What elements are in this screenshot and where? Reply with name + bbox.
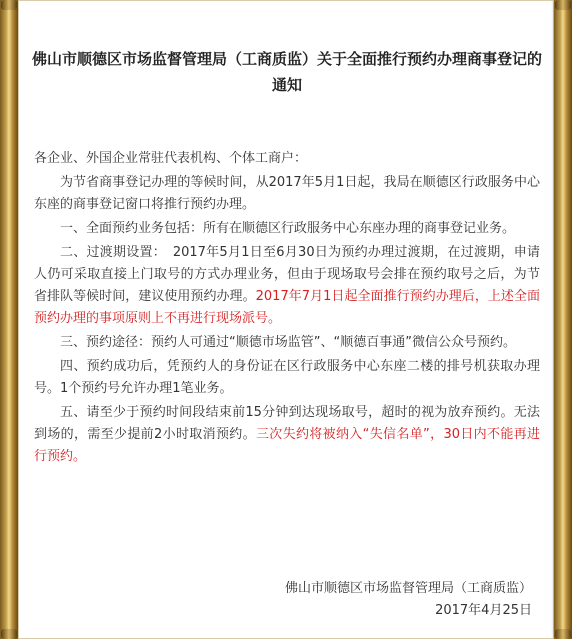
paragraph-scope: 一、全面预约业务包括：所有在顺德区行政服务中心东座办理的商事登记业务。: [60, 221, 516, 236]
salutation: 各企业、外国企业常驻代表机构、个体工商户：: [34, 151, 308, 166]
transition-highlight: 2017年7月1日起全面推行预约办理后，上述全面预约办理的事项原则上不再进行现场派号。: [34, 289, 540, 326]
scroll-rod-right: [554, 0, 572, 639]
paragraph-after-booking: 四、预约成功后，凭预约人的身份证在区行政服务中心东座二楼的排号机获取办理号。1个预约号允许办理1笔业务。: [34, 359, 540, 396]
paragraph-rules: [34, 402, 540, 468]
paragraph-channels: 三、预约途径：预约人可通过“顺德市场监管”、“顺德百事通”微信公众号预约。: [60, 335, 516, 350]
paragraph-transition: [34, 242, 540, 330]
rules-text: 五、请至少于预约时间段结束前15分钟到达现场取号，超时的视为放弃预约。无法到场的，需至少提前2小时取消预约。: [34, 405, 540, 442]
signature-block: [285, 578, 532, 622]
scroll-rod-left: [0, 0, 18, 639]
paragraph-intro: 为节省商事登记办理的等候时间，从2017年5月1日起，我局在顺德区行政服务中心东座的商事登记窗口将推行预约办理。: [34, 175, 540, 212]
notice-body: [34, 148, 540, 470]
notice-title: 佛山市顺德区市场监督管理局（工商质监）关于全面推行预约办理商事登记的通知: [32, 50, 543, 94]
notice-paper: [18, 0, 554, 639]
signature-date: 2017年4月25日: [435, 603, 532, 618]
rules-highlight: 三次失约将被纳入“失信名单”，30日内不能再进行预约。: [34, 427, 541, 464]
signature-org: 佛山市顺德区市场监督管理局（工商质监）: [284, 581, 532, 596]
transition-text: 二、过渡期设置： 2017年5月1日至6月30日为预约办理过渡期，在过渡期，申请人仍可采取直接上门取号的方式办理业务，但由于现场取号会排在预约取号之后，为节省排队等候时间，建议使用预约办理。: [34, 245, 540, 304]
